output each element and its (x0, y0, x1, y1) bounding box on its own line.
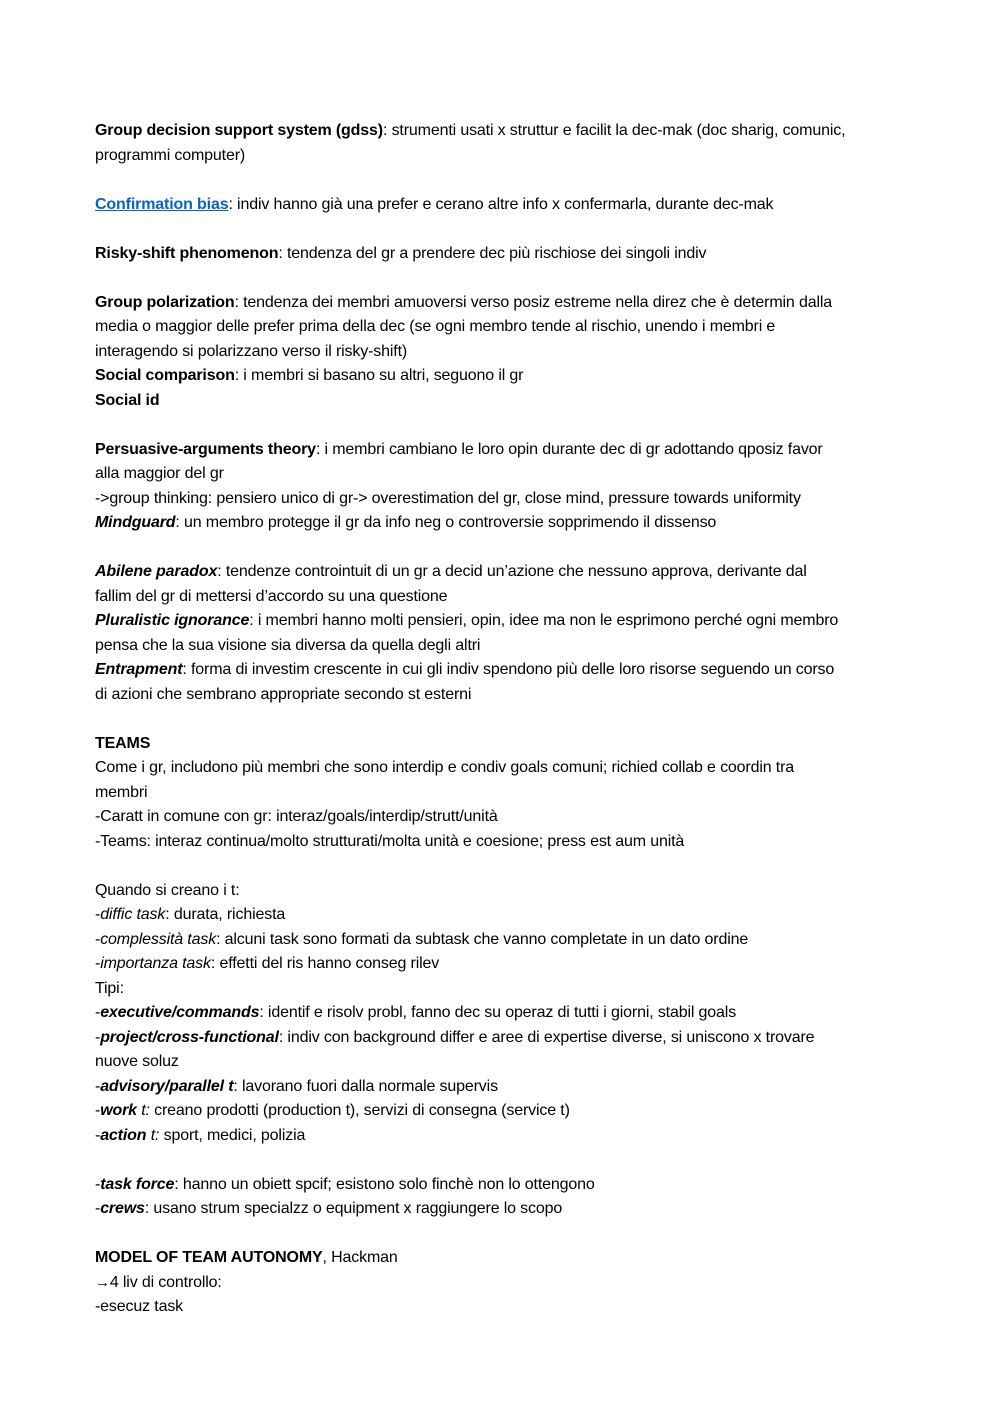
type-project-line-1 (95, 1026, 920, 1051)
diffic-task-definition: : durata, richiesta (165, 906, 286, 923)
confirmation-bias-link[interactable]: Confirmation bias (95, 195, 229, 213)
type-advisory (95, 1075, 920, 1100)
importanza-task-term: importanza task (100, 955, 211, 972)
social-comparison-line (95, 364, 920, 389)
work-definition: creano prodotti (production t), servizi di consegna (service t) (149, 1102, 570, 1119)
model-heading-line (95, 1246, 920, 1271)
advisory-definition: : lavorano fuori dalla normale supervis (233, 1077, 498, 1095)
list-dash: - (95, 1102, 101, 1119)
group-polarization-definition: : tendenza dei membri amuoversi verso posiz estreme nella direz che è determin dalla (234, 293, 833, 311)
teams-line-4: -Teams: interaz continua/molto strutturati/molta unità e coesione; press est aum unità (95, 832, 685, 850)
confirmation-bias-definition: : indiv hanno già una prefer e cerano altre info x confermarla, durante dec-mak (228, 195, 774, 213)
teams-line-1: Come i gr, includono più membri che sono interdip e condiv goals comuni; richied collab e coordin tra (95, 759, 795, 776)
mindguard-line (95, 511, 920, 536)
list-dash: - (95, 1175, 101, 1193)
list-dash: - (95, 906, 101, 923)
persuasive-arguments-line-1 (95, 438, 920, 463)
group-polarization-term: Group polarization (95, 293, 235, 311)
entrapment-line-2: di azioni che sembrano appropriate secondo st esterni (95, 685, 472, 703)
entrapment-line-1 (95, 658, 920, 683)
diffic-task-term: diffic task (100, 906, 166, 923)
crews-definition: : usano strum specialzz o equipment x raggiungere lo scopo (144, 1200, 563, 1217)
model-heading: MODEL OF TEAM AUTONOMY (95, 1249, 323, 1266)
project-definition: : indiv con background differ e aree di expertise diverse, si uniscono x trovare (278, 1028, 815, 1046)
types-intro: Tipi: (95, 979, 124, 997)
right-arrow-icon: → (95, 1273, 110, 1291)
list-dash: - (95, 1004, 101, 1021)
social-comparison-definition: : i membri si basano su altri, seguono il gr (234, 367, 524, 384)
work-t: t: (136, 1102, 150, 1119)
model-levels: 4 liv di controllo: (109, 1273, 222, 1291)
pluralistic-ignorance-definition: : i membri hanno molti pensieri, opin, idee ma non le esprimono perché ogni membro (249, 612, 839, 629)
risky-shift-line (95, 242, 920, 267)
persuasive-arguments-definition: : i membri cambiano le loro opin durante dec di gr adottando qposiz favor (315, 440, 823, 458)
social-comparison-term: Social comparison (95, 367, 235, 384)
gdss-definition: : strumenti usati x struttur e facilit la dec-mak (doc sharig, comunic, (382, 122, 846, 139)
task-force-definition: : hanno un obiett spcif; esistono solo finchè non lo ottengono (174, 1175, 595, 1193)
when-created-intro: Quando si creano i t: (95, 881, 240, 899)
work-term: work (100, 1102, 137, 1119)
model-item-1: -esecuz task (95, 1298, 184, 1315)
pluralistic-ignorance-line-2: pensa che la sua visione sia diversa da quella degli altri (95, 636, 481, 654)
persuasive-arguments-term: Persuasive-arguments theory (95, 440, 316, 458)
model-levels-line (95, 1271, 920, 1296)
abilene-paradox-line-1 (95, 560, 920, 585)
task-force-term: task force (100, 1175, 175, 1193)
entrapment-term: Entrapment (95, 661, 183, 678)
model-author: , Hackman (322, 1249, 398, 1266)
group-polarization-line-1 (95, 291, 920, 316)
when-item-diffic (95, 903, 920, 928)
confirmation-bias-line (95, 193, 920, 218)
type-project-line-2: nuove soluz (95, 1053, 179, 1070)
list-dash: - (95, 955, 101, 972)
executive-definition: : identif e risolv probl, fanno dec su operaz di tutti i giorni, stabil goals (259, 1004, 737, 1021)
group-thinking-line: ->group thinking: pensiero unico di gr-> overestimation del gr, close mind, pressure towards uniformity (95, 489, 801, 507)
when-item-complessita (95, 928, 920, 953)
type-action (95, 1124, 920, 1149)
abilene-paradox-definition: : tendenze controintuit di un gr a decid un’azione che nessuno approva, derivante dal (217, 563, 807, 580)
advisory-term: advisory/parallel t (100, 1077, 234, 1095)
gdss-term: Group decision support system (gdss) (95, 122, 383, 139)
action-term: action (100, 1126, 147, 1144)
group-polarization-line-3: interagendo si polarizzano verso il risky-shift) (95, 342, 408, 360)
action-definition: sport, medici, polizia (159, 1126, 306, 1144)
gdss-line-2: programmi computer) (95, 146, 246, 164)
when-item-importanza (95, 952, 920, 977)
list-dash: - (95, 1077, 101, 1095)
risky-shift-definition: : tendenza del gr a prendere dec più rischiose dei singoli indiv (278, 244, 707, 262)
project-term: project/cross-functional (100, 1028, 279, 1046)
executive-term: executive/commands (100, 1004, 260, 1021)
list-dash: - (95, 1200, 101, 1217)
teams-heading: TEAMS (95, 734, 151, 752)
type-task-force (95, 1173, 920, 1198)
action-t: t: (146, 1126, 160, 1144)
type-work (95, 1099, 920, 1124)
mindguard-definition: : un membro protegge il gr da info neg o controversie sopprimendo il dissenso (175, 514, 717, 531)
importanza-task-definition: : effetti del ris hanno conseg rilev (210, 955, 440, 972)
crews-term: crews (100, 1200, 145, 1217)
abilene-paradox-term: Abilene paradox (95, 563, 218, 580)
type-executive (95, 1001, 920, 1026)
teams-line-3: -Caratt in comune con gr: interaz/goals/interdip/strutt/unità (95, 808, 498, 825)
type-crews (95, 1197, 920, 1222)
list-dash: - (95, 930, 101, 948)
persuasive-arguments-line-2: alla maggior del gr (95, 465, 224, 482)
complessita-task-definition: : alcuni task sono formati da subtask che vanno completate in un dato ordine (216, 930, 749, 948)
entrapment-definition: : forma di investim crescente in cui gli indiv spendono più delle loro risorse seguendo un corso (182, 661, 835, 678)
complessita-task-term: complessità task (100, 930, 217, 948)
abilene-paradox-line-2: fallim del gr di mettersi d’accordo su una questione (95, 587, 448, 605)
gdss-line-1 (95, 119, 920, 144)
social-id-line (95, 389, 920, 414)
group-polarization-line-2: media o maggior delle prefer prima della dec (se ogni membro tende al rischio, unendo i membri e (95, 318, 776, 335)
social-id-term: Social id (95, 391, 160, 409)
teams-line-2: membri (95, 783, 148, 801)
list-dash: - (95, 1126, 101, 1144)
risky-shift-term: Risky-shift phenomenon (95, 244, 279, 262)
mindguard-term: Mindguard (95, 514, 176, 531)
list-dash: - (95, 1028, 101, 1046)
pluralistic-ignorance-line-1 (95, 609, 920, 634)
pluralistic-ignorance-term: Pluralistic ignorance (95, 612, 250, 629)
